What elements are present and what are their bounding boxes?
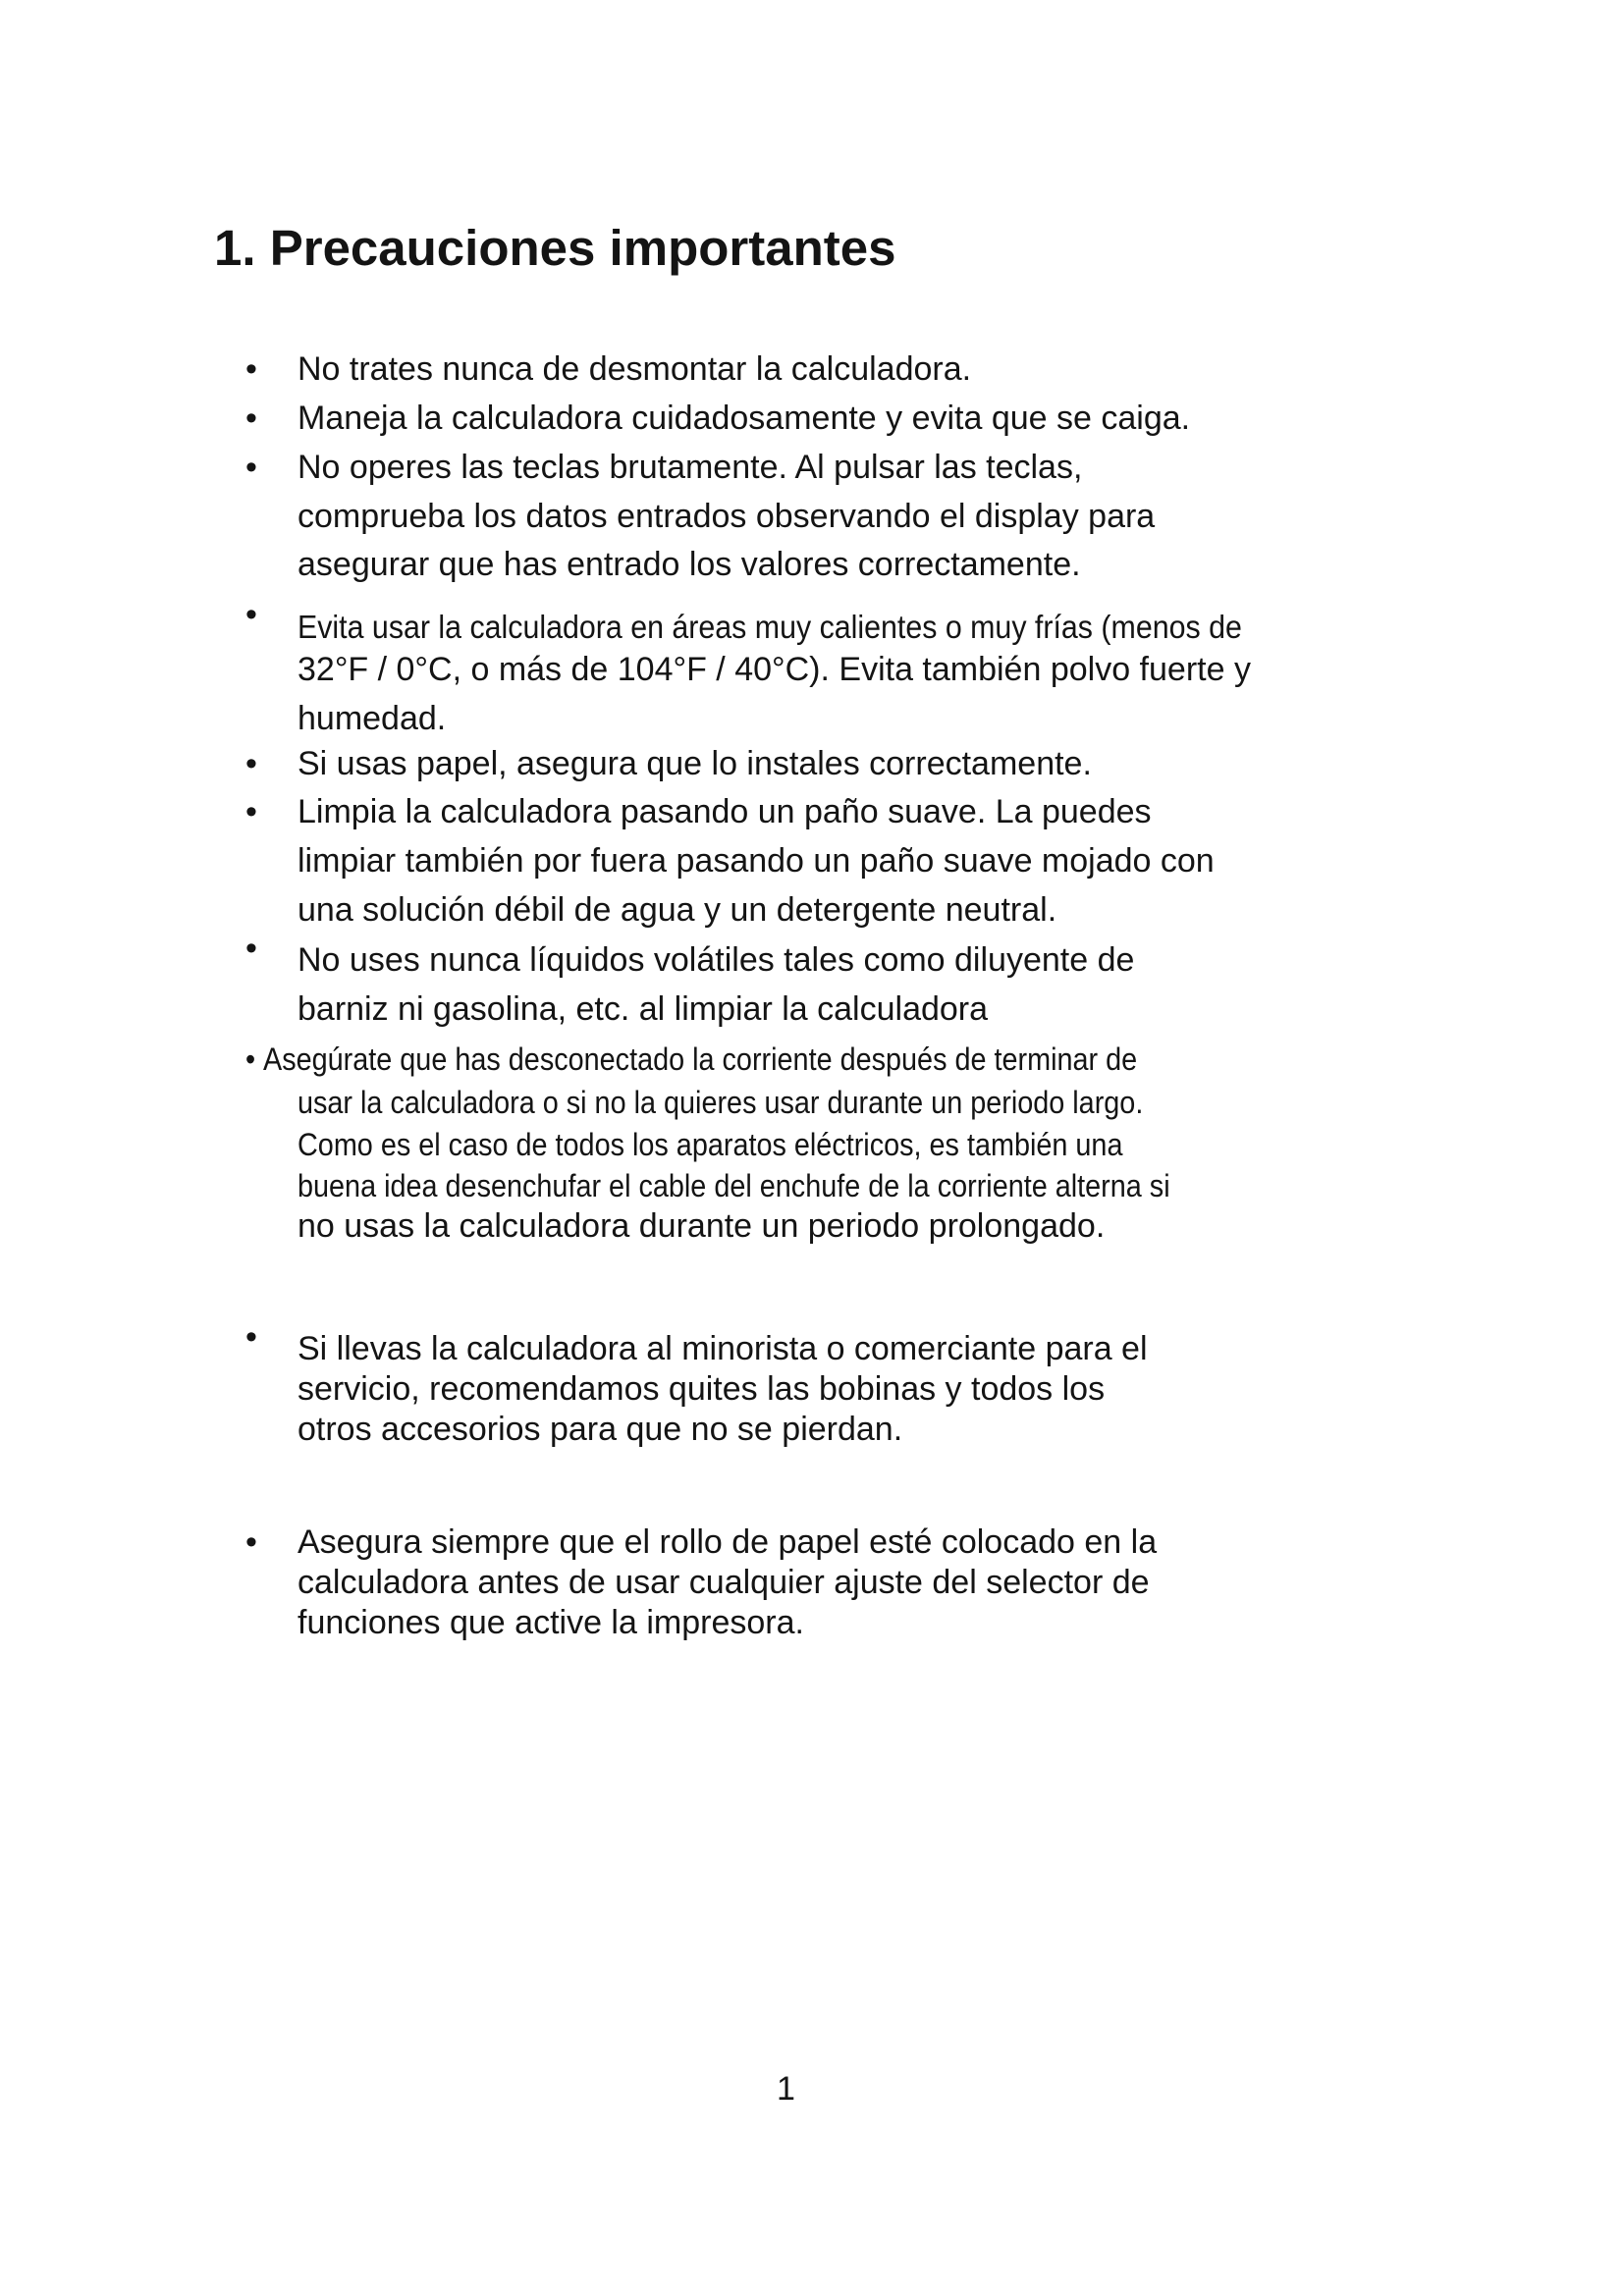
list-item-text: una solución débil de agua y un detergente neutral. bbox=[298, 891, 1057, 929]
list-item-text: asegurar que has entrado los valores correctamente. bbox=[298, 546, 1081, 583]
bullet-marker: • bbox=[245, 930, 257, 967]
list-item-text: No uses nunca líquidos volátiles tales como diluyente de bbox=[298, 941, 1135, 979]
list-item-text: Limpia la calculadora pasando un paño suave. La puedes bbox=[298, 793, 1152, 830]
bullet-marker: • bbox=[245, 1523, 257, 1561]
bullet-marker: • bbox=[245, 793, 257, 830]
list-item-text: humedad. bbox=[298, 700, 447, 737]
list-item-text: No trates nunca de desmontar la calculadora. bbox=[298, 350, 972, 388]
list-item-text: no usas la calculadora durante un periodo prolongado. bbox=[298, 1207, 1106, 1245]
list-item-text: No operes las teclas brutamente. Al pulsar las teclas, bbox=[298, 449, 1083, 486]
bullet-marker: • bbox=[245, 1041, 256, 1077]
list-item-text: comprueba los datos entrados observando el display para bbox=[298, 498, 1156, 535]
list-item-text: Si llevas la calculadora al minorista o comerciante para el bbox=[298, 1330, 1148, 1367]
bullet-marker: • bbox=[245, 596, 257, 633]
list-item-text: Asegúrate que has desconectado la corriente después de terminar de bbox=[263, 1041, 1138, 1077]
bullet-marker: • bbox=[245, 745, 257, 782]
bullet-marker: • bbox=[245, 1318, 257, 1356]
list-item-text: otros accesorios para que no se pierdan. bbox=[298, 1411, 903, 1448]
list-item-text: servicio, recomendamos quites las bobinas y todos los bbox=[298, 1370, 1106, 1408]
list-item-text: calculadora antes de usar cualquier ajuste del selector de bbox=[298, 1564, 1150, 1601]
bullet-marker: • bbox=[245, 449, 257, 486]
section-heading: 1. Precauciones importantes bbox=[214, 220, 896, 276]
list-item-text: buena idea desenchufar el cable del enchufe de la corriente alterna si bbox=[298, 1168, 1170, 1203]
list-item-text: Maneja la calculadora cuidadosamente y evita que se caiga. bbox=[298, 400, 1191, 437]
list-item-text: barniz ni gasolina, etc. al limpiar la calculadora bbox=[298, 990, 989, 1028]
list-item-text: usar la calculadora o si no la quieres usar durante un periodo largo. bbox=[298, 1085, 1144, 1120]
list-item-text: Como es el caso de todos los aparatos eléctricos, es también una bbox=[298, 1127, 1123, 1162]
list-item-text: Asegura siempre que el rollo de papel esté colocado en la bbox=[298, 1523, 1158, 1561]
list-item-text: Si usas papel, asegura que lo instales correctamente. bbox=[298, 745, 1092, 782]
list-item-text: 32°F / 0°C, o más de 104°F / 40°C). Evita también polvo fuerte y bbox=[298, 651, 1251, 688]
list-item-text: Evita usar la calculadora en áreas muy calientes o muy frías (menos de bbox=[298, 609, 1242, 645]
bullet-marker: • bbox=[245, 400, 257, 437]
page-number: 1 bbox=[777, 2070, 795, 2108]
list-item-text: funciones que active la impresora. bbox=[298, 1604, 804, 1641]
list-item-text: limpiar también por fuera pasando un paño suave mojado con bbox=[298, 842, 1215, 880]
bullet-marker: • bbox=[245, 350, 257, 388]
